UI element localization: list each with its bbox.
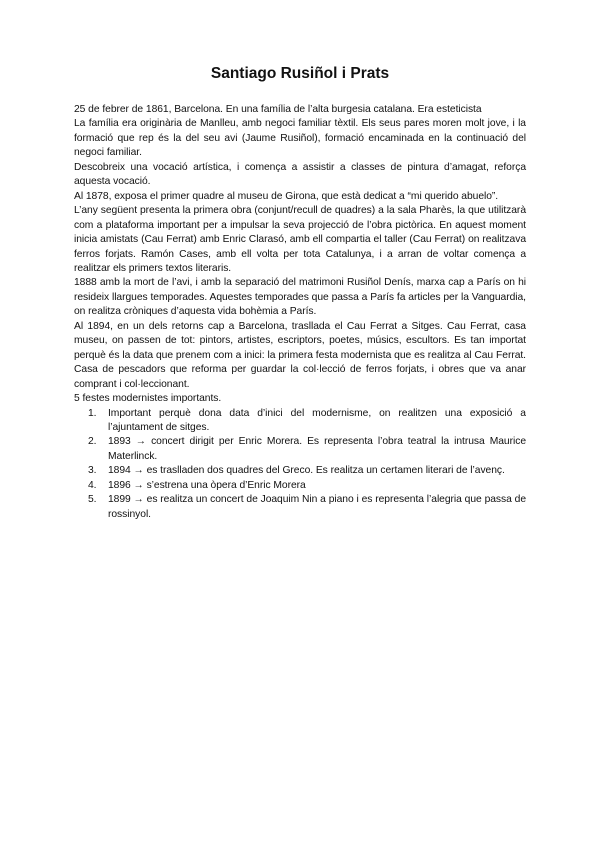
list-item-text: 1894 → es traslladen dos quadres del Greco. Es realitza un certamen literari de l’avenç. bbox=[108, 465, 505, 477]
paragraph-birth: 25 de febrer de 1861, Barcelona. En una família de l’alta burgesia catalana. Era esteticista bbox=[74, 104, 482, 115]
list-item-number: 3. bbox=[88, 465, 97, 477]
document-title: Santiago Rusiñol i Prats bbox=[210, 65, 390, 82]
list-item-number: 5. bbox=[88, 494, 97, 506]
list-item-text: 1893 → concert dirigit per Enric Morera. Es representa l’obra teatral la intrusa Maurice Materlinck. bbox=[108, 436, 526, 462]
list-item-number: 4. bbox=[88, 479, 97, 491]
list-item bbox=[74, 493, 526, 522]
paragraph-first-work: L’any següent presenta la primera obra (conjunt/recull de quadres) a la sala Pharès, la que utilitzarà com a plataforma important per a impulsar la seva projecció de l’obra pictòrica. En aquest moment inicia amistats (Cau Ferrat) amb Enric Clarasó, amb ell compartia el taller (Cau Ferrat) on realitzava ferros forjats. Ramón Cases, amb ell volta per tota Catalunya, i a arran de voltar comença a realitzar els primers textos literaris. bbox=[74, 205, 526, 274]
paragraph-vocation: Descobreix una vocació artística, i comença a assistir a classes de pintura d’amagat, reforça aquesta vocació. bbox=[74, 161, 526, 188]
list-item-text: Important perquè dona data d’inici del modernisme, on realitzen una exposició a l’ajuntament de sitges. bbox=[108, 407, 526, 433]
list-item-text: 1899 → es realitza un concert de Joaquim Nin a piano i es representa l’alegria que passa de rossinyol. bbox=[108, 494, 526, 520]
list-item bbox=[74, 435, 526, 464]
paragraph-1894: Al 1894, en un dels retorns cap a Barcelona, trasllada el Cau Ferrat a Sitges. Cau Ferrat, casa museu, on passen de tot: pintors, artistes, escriptors, poetes, músics, escultors. Es tan importat perquè és la data que prenem com a inici: la primera festa modernista que es realitza al Cau Ferrat. Casa de pescadors que reforma per guardar la col·lecció de ferros forjats, i obres que va anar comprant i col·leccionant. bbox=[74, 320, 526, 390]
list-item-text: 1896 → s’estrena una òpera d’Enric Morera bbox=[108, 479, 306, 491]
list-item bbox=[74, 407, 526, 436]
paragraph-family: La família era originària de Manlleu, amb negoci familiar tèxtil. Els seus pares moren molt jove, i la formació que rep és la del seu avi (Jaume Rusiñol), formació encaminada en la continuació del negoci familiar. bbox=[74, 118, 526, 159]
document-page bbox=[74, 64, 526, 522]
paragraph-1888: 1888 amb la mort de l’avi, i amb la separació del matrimoni Rusiñol Denís, marxa cap a París on hi resideix llargues temporades. Aquestes temporades que passa a París fa articles per la Vanguardia, on realitza cròniques d’aquesta vida bohèmia a París. bbox=[74, 277, 526, 318]
festes-list bbox=[74, 407, 526, 523]
list-item-number: 2. bbox=[88, 436, 97, 448]
list-item bbox=[74, 479, 526, 493]
paragraph-festes-intro: 5 festes modernistes importants. bbox=[74, 393, 222, 405]
list-item-number: 1. bbox=[88, 407, 97, 419]
list-item bbox=[74, 464, 526, 478]
paragraph-1878: Al 1878, exposa el primer quadre al museu de Girona, que està dedicat a “mi querido abuelo”. bbox=[74, 190, 499, 202]
